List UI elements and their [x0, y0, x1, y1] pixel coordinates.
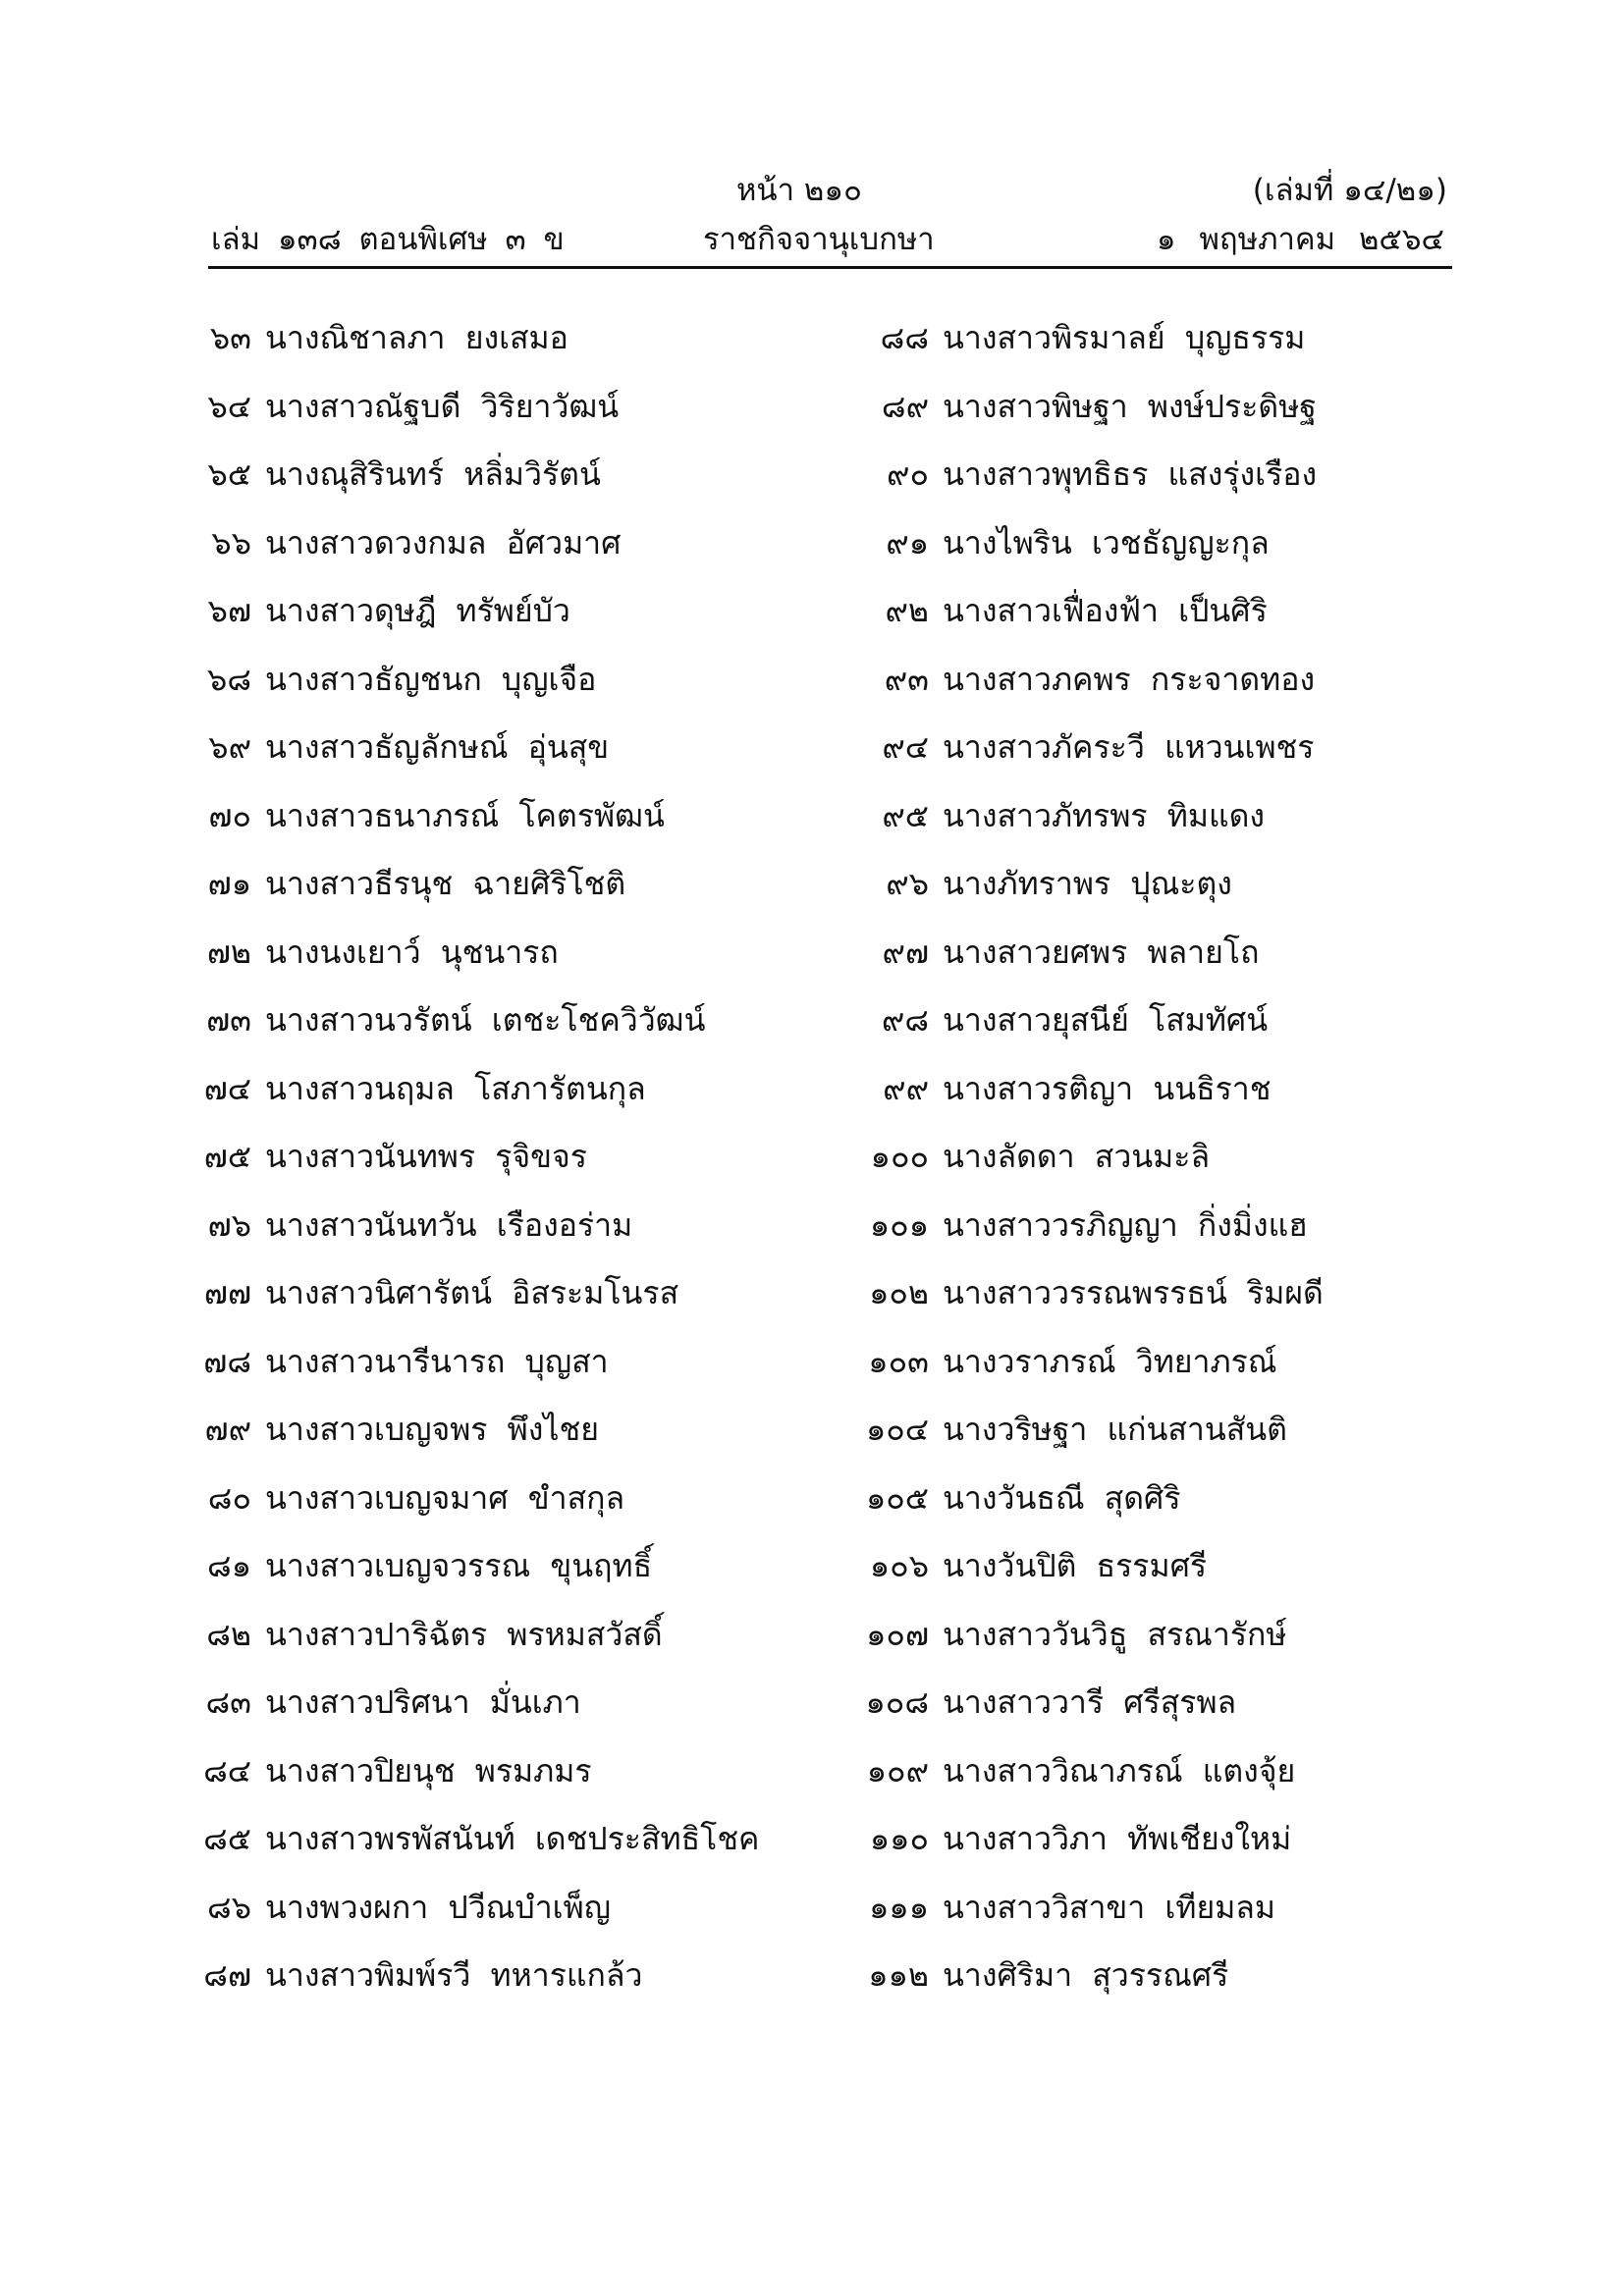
entry-name: นางลัดดา สวนมะลิ	[943, 1138, 1211, 1175]
list-item	[187, 862, 795, 931]
list-item	[187, 1271, 795, 1340]
entry-name: นางสาวธัญชนก บุญเจือ	[265, 660, 597, 698]
entry-number: ๖๓	[209, 319, 251, 356]
list-item	[187, 1953, 795, 2022]
entry-name: นางสาววารี ศรีสุรพล	[943, 1683, 1237, 1721]
header-top-row	[0, 165, 1624, 208]
list-item	[187, 1749, 795, 1818]
entry-name: นางสาวเบญจวรรณ ขุนฤทธิ์	[265, 1547, 653, 1584]
entry-number: ๗๖	[207, 1205, 251, 1244]
list-item	[864, 316, 1453, 385]
list-item	[187, 1135, 795, 1203]
entry-name: นางนงเยาว์ นุชนารถ	[265, 933, 559, 971]
entry-name: นางสาวธัญลักษณ์ อุ่นสุข	[265, 728, 610, 766]
list-item	[187, 1886, 795, 1954]
list-item	[864, 1681, 1453, 1749]
list-item	[864, 998, 1453, 1067]
entry-number: ๖๔	[207, 387, 251, 425]
entry-number: ๑๐๔	[865, 1411, 929, 1448]
header-bottom-row	[0, 214, 1624, 257]
entry-name: นางสาวนันทพร รุจิขจร	[265, 1138, 587, 1175]
entry-name: นางสาวนฤมล โสภารัตนกุล	[265, 1069, 646, 1107]
list-item	[864, 1203, 1453, 1272]
entry-name: นางณุสิรินทร์ หลิ่มวิรัตน์	[265, 455, 601, 493]
list-item	[864, 658, 1453, 726]
list-item	[187, 725, 795, 794]
page-number: หน้า ๒๑๐	[736, 173, 862, 208]
list-item	[864, 1886, 1453, 1954]
entry-name: นางณิชาลภา ยงเสมอ	[265, 319, 568, 356]
entry-name: นางสาวพรพัสนันท์ เดชประสิทธิโชค	[265, 1820, 760, 1857]
entry-number: ๙๐	[887, 455, 929, 493]
entry-name: นางสาวปริศนา มั่นเภา	[265, 1683, 581, 1721]
entry-name: นางสาวพิษฐา พงษ์ประดิษฐ	[943, 387, 1317, 425]
list-item	[187, 1681, 795, 1749]
list-item	[864, 794, 1453, 863]
entry-number: ๑๐๙	[866, 1751, 929, 1789]
entry-name: นางสาวภคพร กระจาดทอง	[943, 660, 1316, 698]
entry-number: ๗๑	[207, 865, 251, 902]
entry-name: นางสาวนารีนารถ บุญสา	[265, 1342, 609, 1380]
entry-number: ๙๖	[886, 865, 929, 902]
list-item	[187, 1340, 795, 1409]
header-divider	[208, 266, 1452, 269]
entry-number: ๗๐	[208, 796, 251, 834]
entry-name: นางสาววิภา ทัพเชียงใหม่	[943, 1820, 1292, 1857]
entry-name: นางสาววรภิญญา กิ่งมิ่งแฮ	[943, 1205, 1308, 1244]
entry-name: นางสาวยุสนีย์ โสมทัศน์	[943, 1001, 1269, 1039]
entry-number: ๖๖	[211, 523, 251, 561]
entry-number: ๙๒	[885, 592, 929, 629]
list-item	[864, 1817, 1453, 1886]
entry-number: ๘๗	[203, 1956, 251, 1994]
entry-name: นางวราภรณ์ วิทยาภรณ์	[943, 1342, 1277, 1380]
list-item	[187, 1203, 795, 1272]
entry-number: ๙๓	[884, 660, 929, 698]
entry-number: ๑๐๗	[866, 1615, 929, 1653]
entry-number: ๗๙	[204, 1411, 251, 1448]
entry-number: ๘๘	[880, 319, 929, 356]
entry-number: ๙๘	[881, 1001, 929, 1039]
entry-number: ๘๐	[207, 1478, 251, 1517]
entry-name: นางไพริน เวชธัญญะกุล	[943, 523, 1270, 561]
list-item	[864, 1340, 1453, 1409]
list-item	[187, 658, 795, 726]
list-item	[864, 1613, 1453, 1682]
entry-number: ๑๑๐	[869, 1820, 929, 1857]
entry-number: ๗๕	[203, 1138, 251, 1175]
entry-name: นางวันปิติ ธรรมศรี	[943, 1547, 1208, 1584]
list-item	[187, 521, 795, 590]
list-item	[864, 1544, 1453, 1613]
entry-name: นางสาวนวรัตน์ เตชะโชควิวัฒน์	[265, 1001, 706, 1039]
entry-number: ๑๐๖	[869, 1547, 929, 1584]
entry-name: นางสาวปาริฉัตร พรหมสวัสดิ์	[265, 1615, 663, 1653]
list-item	[187, 316, 795, 385]
list-item	[864, 862, 1453, 931]
list-item	[864, 1476, 1453, 1545]
entry-number: ๖๗	[207, 592, 251, 629]
entry-name: นางสาวรติญา นนธิราช	[943, 1069, 1272, 1107]
entry-number: ๗๓	[206, 1001, 251, 1039]
entry-number: ๘๖	[207, 1888, 251, 1926]
list-item	[187, 1817, 795, 1886]
entry-name: นางสาววิสาขา เทียมลม	[943, 1888, 1275, 1926]
entry-number: ๘๙	[881, 387, 929, 425]
entry-name: นางภัทราพร ปุณะตุง	[943, 865, 1232, 902]
name-list-right	[864, 316, 1453, 2022]
list-item	[187, 1544, 795, 1613]
list-item	[187, 589, 795, 658]
entry-number: ๘๔	[203, 1751, 251, 1789]
entry-name: นางสาวนันทวัน เรืองอร่าม	[265, 1205, 633, 1244]
list-item	[864, 521, 1453, 590]
entry-number: ๙๑	[886, 523, 929, 561]
entry-name: นางสาวพุทธิธร แสงรุ่งเรือง	[943, 455, 1318, 493]
volume-issue: เล่ม ๑๓๘ ตอนพิเศษ ๓ ข	[211, 222, 565, 257]
entry-number: ๘๓	[205, 1683, 251, 1721]
list-item	[187, 385, 795, 454]
entry-name: นางสาววิณาภรณ์ แตงจุ้ย	[943, 1751, 1296, 1789]
list-item	[864, 1953, 1453, 2022]
entry-number: ๙๗	[882, 933, 929, 971]
entry-name: นางสาวเบญจมาศ ขำสกุล	[265, 1478, 625, 1517]
entry-number: ๑๐๑	[869, 1205, 929, 1244]
entry-name: นางสาวปิยนุช พรมภมร	[265, 1751, 592, 1789]
entry-name: นางสาวเบญจพร พึงไชย	[265, 1411, 599, 1448]
list-item	[864, 385, 1453, 454]
list-item	[864, 1408, 1453, 1476]
volume-part: (เล่มที่ ๑๔/๒๑)	[1252, 173, 1447, 208]
list-item	[864, 1271, 1453, 1340]
entry-name: นางวันธณี สุดศิริ	[943, 1478, 1181, 1517]
entry-name: นางสาววันวิธู สรณารักษ์	[943, 1615, 1287, 1653]
list-item	[864, 589, 1453, 658]
entry-number: ๘๑	[207, 1547, 251, 1584]
entry-number: ๑๑๑	[869, 1888, 929, 1926]
list-item	[187, 1067, 795, 1136]
entry-number: ๙๕	[882, 796, 929, 834]
entry-number: ๙๙	[883, 1069, 929, 1107]
list-item	[187, 998, 795, 1067]
entry-number: ๖๘	[207, 660, 251, 698]
list-item	[864, 725, 1453, 794]
entry-name: นางสาวยศพร พลายโถ	[943, 933, 1260, 971]
entry-number: ๗๒	[206, 933, 251, 971]
entry-number: ๑๐๓	[868, 1342, 929, 1380]
entry-number: ๘๒	[206, 1615, 251, 1653]
list-item	[187, 1613, 795, 1682]
entry-name: นางสาวณัฐบดี วิริยาวัฒน์	[265, 387, 620, 425]
entry-number: ๗๔	[203, 1069, 251, 1107]
entry-number: ๗๗	[203, 1274, 251, 1311]
entry-number: ๘๕	[203, 1820, 251, 1857]
name-list-left	[187, 316, 795, 2022]
entry-name: นางสาวภัทรพร ทิมแดง	[943, 796, 1265, 834]
entry-number: ๑๑๒	[868, 1956, 929, 1994]
list-item	[864, 1749, 1453, 1818]
list-item	[187, 1476, 795, 1545]
list-item	[864, 453, 1453, 521]
publication-date: ๑ พฤษภาคม ๒๕๖๔	[1156, 222, 1444, 257]
list-item	[187, 794, 795, 863]
entry-number: ๖๕	[207, 455, 251, 493]
entry-number: ๑๐๘	[865, 1683, 929, 1721]
list-item	[864, 1135, 1453, 1203]
entry-name: นางสาวเฟื่องฟ้า เป็นศิริ	[943, 592, 1268, 629]
entry-name: นางสาวดุษฎี ทรัพย์บัว	[265, 592, 570, 629]
entry-number: ๗๘	[203, 1342, 251, 1380]
entry-number: ๙๔	[882, 728, 929, 766]
entry-name: นางสาววรรณพรรธน์ ริมผดี	[943, 1274, 1324, 1311]
entry-name: นางสาวพิมพ์รวี ทหารแกล้ว	[265, 1956, 643, 1994]
entry-number: ๑๐๒	[869, 1274, 929, 1311]
publication-title: ราชกิจจานุเบกษา	[703, 222, 935, 257]
list-item	[864, 931, 1453, 999]
entry-name: นางวริษฐา แก่นสานสันติ	[943, 1411, 1287, 1448]
list-item	[187, 453, 795, 521]
list-item	[864, 1067, 1453, 1136]
entry-name: นางศิริมา สุวรรณศรี	[943, 1956, 1229, 1994]
entry-name: นางสาวธนาภรณ์ โคตรพัฒน์	[265, 796, 665, 834]
entry-number: ๑๐๐	[870, 1138, 929, 1175]
entry-number: ๑๐๕	[865, 1478, 929, 1517]
entry-name: นางสาวดวงกมล อัศวมาศ	[265, 523, 622, 561]
entry-name: นางสาวพิรมาลย์ บุญธรรม	[943, 319, 1306, 356]
entry-name: นางสาวธีรนุช ฉายศิริโชติ	[265, 865, 626, 902]
list-item	[187, 931, 795, 999]
entry-name: นางพวงผกา ปวีณบำเพ็ญ	[265, 1888, 611, 1926]
entry-name: นางสาวนิศารัตน์ อิสระมโนรส	[265, 1274, 679, 1311]
list-item	[187, 1408, 795, 1476]
entry-name: นางสาวภัคระวี แหวนเพชร	[943, 728, 1315, 766]
entry-number: ๖๙	[208, 728, 251, 766]
